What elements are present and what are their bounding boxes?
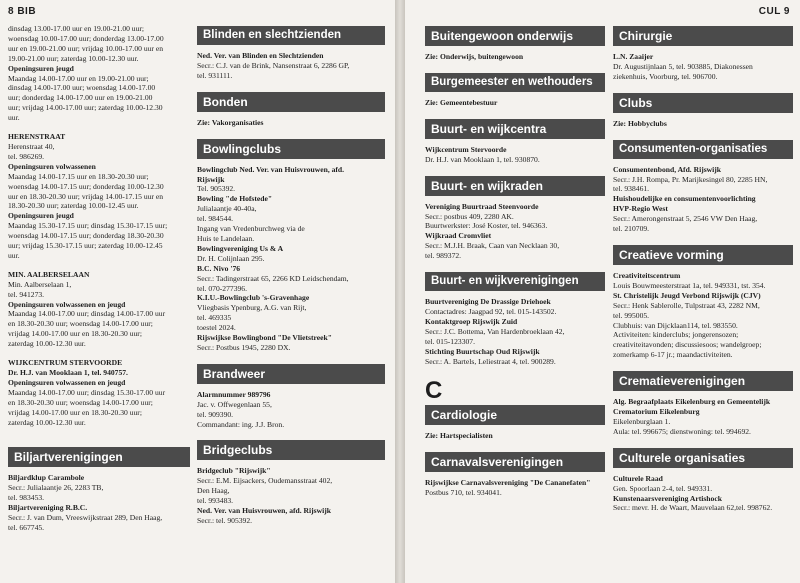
entry-name: Openingsuren volwassenen en jeugd (8, 299, 126, 309)
entry-line: Activiteiten: kinderclubs; jongerensozen; (613, 330, 739, 340)
section-heading: Bridgeclubs (197, 440, 385, 460)
entry-name: Bridgeclub "Rijswijk" (197, 466, 271, 476)
entry-line: Secr.: tel. 905392. (197, 516, 253, 525)
entry-line: uur. (8, 113, 20, 123)
entry-line: tel. 931111. (197, 70, 233, 80)
entry-name: Bowlingvereniging Us & A (197, 243, 284, 253)
entry-line: Tel. 905392. (197, 184, 236, 194)
spacer (425, 165, 605, 174)
entry-line: creativiteitavonden; discussiesoos; wandelgroep; (613, 340, 762, 350)
entry-line: Vliegbasis Ypenburg, A.G. van Rijt, (197, 303, 307, 313)
left-col-1 (8, 24, 190, 533)
entry-name: Biljardklup Carambole (8, 473, 85, 483)
entry-line: Secr.: Tadingerstraat 65, 2266 KD Leidschendam, (197, 273, 349, 283)
entry-line: Jac. v. Offwegenlaan 55, (197, 399, 272, 409)
entry-line: Aula: tel. 996675; dienstwoning: tel. 994692. (613, 426, 751, 436)
entry-line: en 18.30-20.30 uur; woensdag 14.00-17.00 uur; (8, 397, 153, 407)
entry-line: uur; vrijdag 15.30-17.15 uur; zaterdag 10.00-12.45 (8, 241, 163, 251)
entry-line: toestel 2024. (197, 323, 236, 333)
section-heading: Blinden en slechtzienden (197, 26, 385, 45)
entry-line: Maandag 14.00-17.00 uur; dinsdag 14.00-17.00 uur (8, 309, 166, 319)
entry-line: 19.00-21.00 uur; zaterdag 10.00-12.30 uur. (8, 53, 139, 63)
entry-line: tel. 989372. (425, 251, 462, 261)
entry-line: tel. 210709. (613, 224, 650, 234)
right-col-1 (425, 24, 605, 498)
spacer (425, 366, 605, 375)
entry-line: Contactadres: Jaagpad 92, tel. 015-143502. (425, 306, 557, 316)
entry-line: uur; donderdag 14.00-17.00 uur en 19.00-21.00 (8, 93, 153, 103)
left-page (0, 0, 395, 583)
entry-line: tel. 983453. (8, 493, 45, 503)
entry-name: Bowlingclub Ned. Ver. van Huisvrouwen, afd. (197, 164, 345, 174)
entry-line: tel. 070-277396. (197, 283, 247, 293)
section-heading: Chirurgie (613, 26, 793, 46)
entry-line: Eikelenburglaan 1. (613, 416, 671, 426)
section-heading: Buurt- en wijkcentra (425, 119, 605, 139)
alphabet-letter: C (425, 377, 443, 405)
entry-line: uur. (8, 250, 20, 260)
left-page-header: 8 BIB (8, 6, 37, 17)
entry-line: tel. 938461. (613, 184, 650, 194)
entry-name: Culturele Raad (613, 473, 663, 483)
spacer (613, 360, 793, 369)
entry-line: Gen. Spoorlaan 2-4, tel. 949331. (613, 483, 713, 493)
entry-line: dinsdag 13.00-17.00 uur en 19.00-21.00 uur; (8, 24, 145, 33)
spacer (8, 349, 190, 358)
entry-line: Secr.: J.C. Bottema, Van Hardenbroeklaan 42, (425, 326, 565, 336)
entry-line: en 18.30-20.30 uur; woensdag 14.00-17.00 uur; (8, 319, 153, 329)
entry-line: Commandant: ing. J.J. Bron. (197, 419, 285, 429)
entry-name: Wijkcentrum Stervoorde (425, 144, 507, 154)
entry-name: Vereniging Buurtraad Steenvoorde (425, 201, 539, 211)
section-heading: Creatieve vorming (613, 245, 793, 265)
entry-line: Secr.: Amerongenstraat 5, 2546 VW Den Haag, (613, 214, 758, 224)
entry-line: tel. 667745. (8, 522, 45, 532)
entry-name: Zie: Onderwijs, buitengewoon (425, 52, 524, 61)
entry-line: woensdag 14.00-17.15 uur; donderdag 10.00-12.30 (8, 181, 164, 191)
spacer (197, 353, 385, 362)
entry-line: tel. 469335 (197, 313, 232, 323)
entry-name: HVP-Regio West (613, 204, 668, 214)
entry-line: tel. 993483. (197, 496, 234, 506)
section-heading: Clubs (613, 93, 793, 113)
entry-name: Zie: Hobbyclubs (613, 118, 667, 128)
entry-line: tel. 015-123307. (425, 336, 475, 346)
entry-line: woensdag 14.00-17.15 uur; donderdag 18.30-20.30 (8, 231, 164, 241)
spacer (613, 129, 793, 138)
spacer (613, 82, 793, 91)
entry-name: Biljartvereniging R.B.C. (8, 503, 88, 513)
entry-line: uur en 18.30-20.30 uur; vrijdag 14.00-17.15 uur en (8, 191, 164, 201)
entry-name: B.C. Nivo '76 (197, 263, 241, 273)
entry-line: Dr. Augustijnlaan 5, tel. 903885, Diakonessen (613, 61, 753, 71)
spacer (197, 429, 385, 438)
spacer (425, 441, 605, 450)
entry-line: Postbus 710, tel. 934041. (425, 488, 502, 498)
entry-line: woensdag 10.00-17.00 uur; donderdag 13.00-17.00 (8, 33, 164, 43)
entry-line: Maandag 15.30-17.15 uur; dinsdag 15.30-17.15 uur; (8, 221, 168, 231)
entry-line: 18.30-20.30 uur; zaterdag 10.00-12.45 uur. (8, 201, 139, 211)
entry-name: Wijkraad Cromvliet (425, 231, 492, 241)
entry-name: Ned. Ver. van Blinden en Slechtzienden (197, 51, 324, 60)
book-gutter (395, 0, 405, 583)
entry-line: zaterdag 10.00-12.30 uur. (8, 339, 86, 349)
entry-name: Alg. Begraafplaats Eikelenburg en Gemeentelijk (613, 397, 771, 407)
entry-name: Rijswijk (197, 174, 225, 184)
entry-line: Secr.: C.J. van de Brink, Nansenstraat 6, 2286 GP, (197, 60, 350, 70)
entry-line: Min. Aalberselaan 1, (8, 279, 72, 289)
entry-name: Consumentenbond, Afd. Rijswijk (613, 164, 722, 174)
entry-line: dinsdag 14.00-17.00 uur; woensdag 14.00-17.00 (8, 83, 156, 93)
right-page (405, 0, 800, 583)
section-heading: Burgemeester en wethouders (425, 73, 605, 92)
entry-line: Huis te Landelaan. (197, 233, 255, 243)
entry-line: Maandag 14.00-17.00 uur; dinsdag 15.30-17.00 uur (8, 387, 166, 397)
entry-line: Secr.: Henk Sablerolle, Tulpstraat 43, 2282 NM, (613, 300, 760, 310)
entry-line: Secr.: E.M. Eijsackers, Oudemansstraat 402, (197, 476, 333, 486)
spacer (197, 128, 385, 137)
entry-line: Maandag 14.00-17.00 uur en 19.00-21.00 uur; (8, 73, 149, 83)
entry-line: Secr.: Julialaantje 26, 2283 TB, (8, 483, 104, 493)
entry-name: Openingsuren volwassenen en jeugd (8, 377, 126, 387)
entry-name: Crematorium Eikelenburg (613, 407, 700, 417)
entry-name: Rijswijkse Carnavalsvereniging "De Cananefaten" (425, 478, 591, 488)
spacer (197, 81, 385, 90)
entry-line: uur; vrijdag 14.00-17.00 uur; zaterdag 10.00-12.30 (8, 103, 163, 113)
entry-name: K.I.U.-Bowlingclub 's-Gravenhage (197, 293, 310, 303)
entry-name: Zie: Gemeentebestuur (425, 97, 498, 107)
entry-line: zomerkamp 6-17 jr.; maandactiviteiten. (613, 350, 733, 360)
entry-line: Secr.: postbus 409, 2280 AK. (425, 211, 514, 221)
spacer (425, 62, 605, 71)
entry-line: vrijdag 14.00-17.00 uur en 18.30-20.30 uur; (8, 329, 142, 339)
entry-line: Ingang van Vredenburchweg via de (197, 224, 305, 234)
spacer (613, 437, 793, 446)
entry-line: Secr.: J.H. Rompa, Pr. Marijkesingel 80, 2285 HN, (613, 174, 768, 184)
entry-line: Secr.: A. Bartels, Leliestraat 4, tel. 900289. (425, 356, 556, 366)
entry-name: HERENSTRAAT (8, 132, 66, 142)
entry-line: Secr.: M.J.H. Braak, Caan van Necklaan 30, (425, 241, 560, 251)
entry-name: Kontaktgroep Rijswijk Zuid (425, 316, 518, 326)
entry-name: Dr. H.J. van Mooklaan 1, tel. 940757. (8, 368, 128, 377)
section-heading: Bowlingclubs (197, 139, 385, 159)
right-col-2 (613, 24, 793, 513)
spacer (425, 108, 605, 117)
section-heading: Buurt- en wijkverenigingen (425, 272, 605, 291)
entry-line: Maandag 14.00-17.15 uur en 18.30-20.30 uur; (8, 171, 149, 181)
section-heading: Bonden (197, 92, 385, 112)
entry-name: Bowling "de Hofstede" (197, 194, 273, 204)
entry-name: Openingsuren volwassenen (8, 161, 96, 171)
section-heading: Biljartverenigingen (8, 447, 190, 467)
entry-name: L.N. Zaaijer (613, 52, 654, 61)
entry-name: Zie: Vakorganisaties (197, 117, 264, 127)
entry-name: Huishoudelijke en consumentenvoorlichting (613, 194, 756, 204)
entry-name: Ned. Ver. van Huisvrouwen, afd. Rijswijk (197, 506, 331, 516)
spacer (8, 123, 190, 132)
entry-line: Secr.: J. van Dum, Vreeswijkstraat 289, Den Haag, (8, 513, 163, 523)
entry-line: Buurtwerkster: José Koster, tel. 946363. (425, 221, 548, 231)
section-heading: Carnavalsverenigingen (425, 452, 605, 472)
entry-line: Louis Bouwmeesterstraat 1a, tel. 949331, tst. 354. (613, 280, 766, 290)
entry-name: Openingsuren jeugd (8, 211, 74, 221)
spacer (613, 234, 793, 243)
entry-line: tel. 986269. (8, 151, 45, 161)
entry-name: Rijswijkse Bowlingbond "De Vlietstreek" (197, 333, 332, 343)
entry-name: Stichting Buurtschap Oud Rijswijk (425, 346, 540, 356)
entry-name: St. Christelijk Jeugd Verbond Rijswijk (CJV) (613, 290, 761, 300)
spacer (8, 261, 190, 270)
entry-line: tel. 995005. (613, 310, 650, 320)
entry-line: uur en 19.00-21.00 uur; vrijdag 10.00-17.00 uur en (8, 43, 164, 53)
section-heading: Buitengewoon onderwijs (425, 26, 605, 46)
entry-line: Secr.: Postbus 1945, 2280 DX. (197, 342, 291, 352)
entry-name: Creativiteitscentrum (613, 270, 681, 280)
entry-name: Openingsuren jeugd (8, 63, 74, 73)
section-heading: Buurt- en wijkraden (425, 176, 605, 196)
entry-line: Den Haag, (197, 486, 230, 496)
entry-line: Clubhuis: van Dijcklaan114, tel. 983550. (613, 320, 738, 330)
entry-line: Secr.: mevr. H. de Waart, Mauvelaan 62,tel. 998762. (613, 503, 773, 513)
section-heading: Consumenten-organisaties (613, 140, 793, 159)
spacer (8, 427, 190, 436)
section-heading: Cardiologie (425, 405, 605, 425)
spacer (425, 261, 605, 270)
entry-name: Kunstenaarsvereniging Artishock (613, 493, 722, 503)
spacer (8, 436, 190, 445)
entry-name: Zie: Hartspecialisten (425, 431, 493, 441)
entry-line: Julialaantje 40-40a, (197, 204, 257, 214)
entry-line: tel. 941273. (8, 289, 45, 299)
entry-line: zaterdag 10.00-12.30 uur. (8, 417, 86, 427)
entry-line: Dr. H.J. van Mooklaan 1, tel. 930870. (425, 154, 540, 164)
section-heading: Brandweer (197, 364, 385, 384)
entry-name: Buurtvereniging De Drassige Driehoek (425, 297, 551, 307)
entry-name: MIN. AALBERSELAAN (8, 269, 90, 279)
entry-line: tel. 909390. (197, 409, 234, 419)
entry-name: WIJKCENTRUM STERVOORDE (8, 358, 123, 368)
entry-line: Herenstraat 40, (8, 141, 55, 151)
entry-name: Alarmnummer 989796 (197, 389, 271, 399)
entry-line: Dr. H. Colijnlaan 295. (197, 253, 265, 263)
entry-line: tel. 984544. (197, 214, 234, 224)
entry-line: ziekenhuis, Voorburg, tel. 906700. (613, 71, 718, 81)
left-col-2 (197, 24, 385, 526)
entry-line: vrijdag 14.00-17.00 uur en 18.30-20.30 uur; (8, 407, 142, 417)
section-heading: Crematieverenigingen (613, 371, 793, 391)
right-page-header: CUL 9 (758, 6, 790, 17)
section-heading: Culturele organisaties (613, 448, 793, 468)
